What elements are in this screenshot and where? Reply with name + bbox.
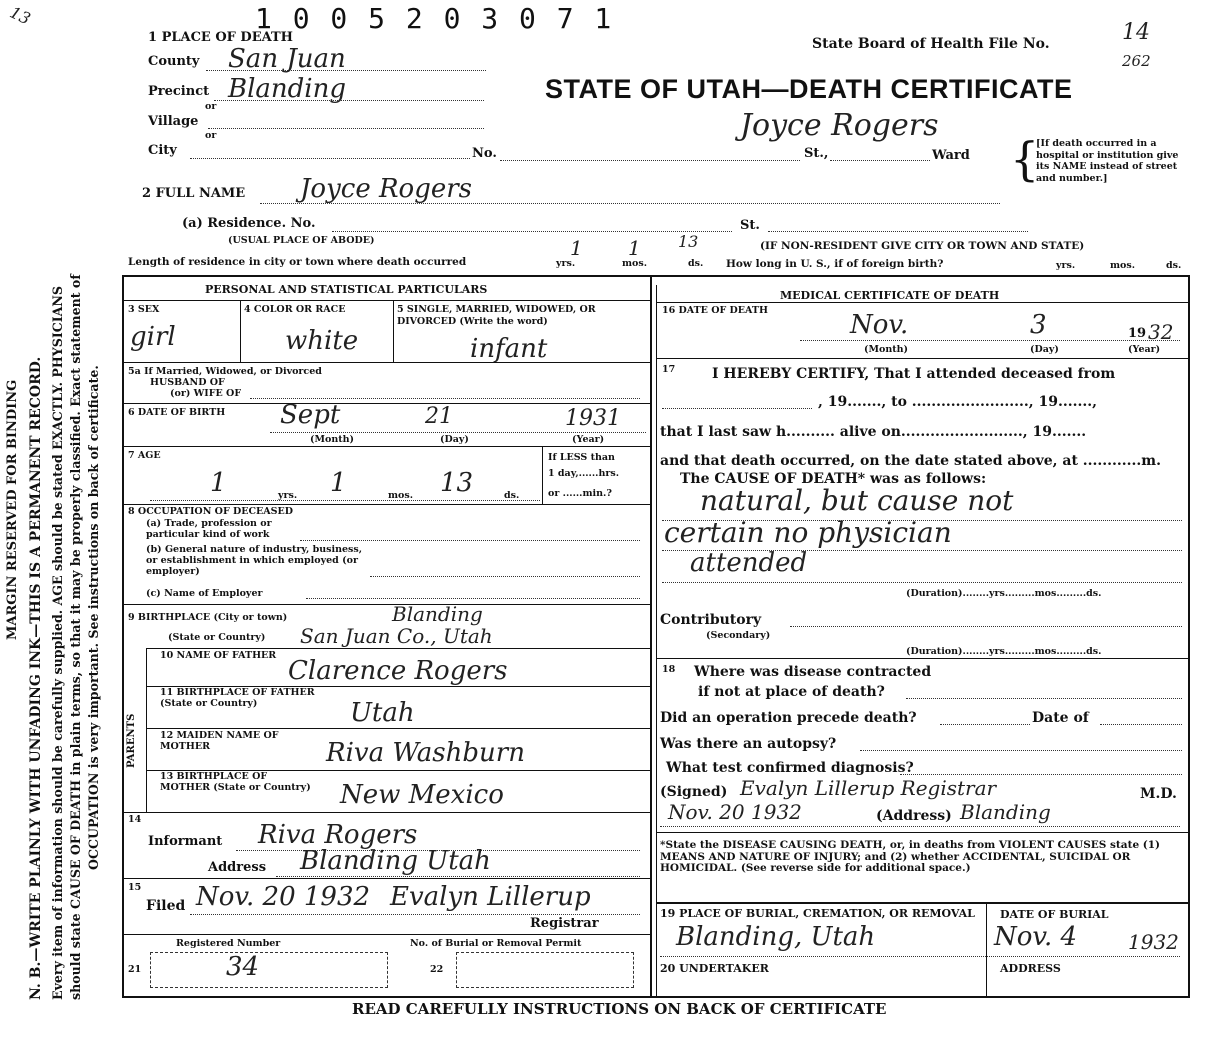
diagnosis-test-question: What test confirmed diagnosis? <box>666 760 914 776</box>
item-14: 14 <box>128 814 142 825</box>
birth-month-caption: (Month) <box>310 434 355 445</box>
foreign-birth-label: How long in U. S., if of foreign birth? <box>726 258 944 270</box>
county-value: San Juan <box>228 44 346 74</box>
death-year: 32 <box>1148 320 1174 344</box>
footer-instructions: READ CAREFULLY INSTRUCTIONS ON BACK OF CERTIFICATE <box>352 1000 887 1018</box>
birthplace-state-label: (State or Country) <box>168 632 266 643</box>
foreign-months-label: mos. <box>1110 260 1136 271</box>
city-label: City <box>148 143 177 158</box>
signed-date: Nov. 20 1932 <box>668 800 802 824</box>
death-year-caption: (Year) <box>1128 344 1161 355</box>
registrar-label: Registrar <box>530 916 599 931</box>
hospital-brace: { <box>1010 132 1040 186</box>
residence-years-label: yrs. <box>556 258 576 269</box>
residence-months-label: mos. <box>622 258 648 269</box>
cause-line-3: attended <box>690 548 808 578</box>
filed-label: Filed <box>146 898 186 914</box>
ward-label: Ward <box>932 148 970 163</box>
margin-line-4: OCCUPATION is very important. See instructions on back of certificate. <box>86 365 101 870</box>
age-months: 1 <box>330 468 347 498</box>
birth-month: Sept <box>280 400 341 430</box>
serial-number: 1 0 0 5 2 0 3 0 7 1 <box>255 2 614 35</box>
informant-address-label: Address <box>208 860 267 875</box>
file-number-label: State Board of Health File No. <box>812 36 1050 52</box>
father-birthplace: Utah <box>350 698 415 728</box>
cause-label: The CAUSE OF DEATH* was as follows: <box>680 471 987 487</box>
color-label: 4 COLOR OR RACE <box>244 304 346 315</box>
mother-birthplace-label: 13 BIRTHPLACE OF MOTHER (State or Country) <box>160 771 311 793</box>
margin-line-3: should state CAUSE OF DEATH in plain terms, so that it may be properly classified. Exact statement of <box>68 274 83 1000</box>
signer-address-label: (Address) <box>876 808 952 824</box>
death-year-prefix: 19 <box>1128 326 1147 341</box>
mother-name-label: 12 MAIDEN NAME OF MOTHER <box>160 730 279 752</box>
spouse-label-1: 5a If Married, Widowed, or Divorced <box>128 366 322 377</box>
sex-value: girl <box>130 322 176 352</box>
item-17: 17 <box>662 364 676 375</box>
age-years: 1 <box>210 468 227 498</box>
disease-contracted-q2: if not at place of death? <box>698 684 885 700</box>
village-label: Village <box>148 114 199 129</box>
residence-days: 13 <box>678 232 699 251</box>
birth-year-caption: (Year) <box>572 434 605 445</box>
residence-days-label: ds. <box>688 258 704 269</box>
precinct-value: Blanding <box>228 74 347 104</box>
certify-text: I HEREBY CERTIFY, That I attended deceased from <box>712 366 1116 382</box>
birthplace-city: Blanding <box>392 602 483 626</box>
father-name-label: 10 NAME OF FATHER <box>160 650 277 661</box>
contributory-duration: (Duration)........yrs.........mos.........ds. <box>906 646 1102 657</box>
signature-value: Evalyn Lillerup Registrar <box>740 776 997 800</box>
age-days: 13 <box>440 468 474 498</box>
attended-range: , 19......., to ........................, 19......., <box>818 394 1097 410</box>
last-saw-text: that I last saw h.......... alive on........................., 19....... <box>660 424 1087 440</box>
death-day-caption: (Day) <box>1030 344 1059 355</box>
death-date-label: 16 DATE OF DEATH <box>662 305 768 316</box>
cause-line-1: natural, but cause not <box>700 484 1014 517</box>
mother-birthplace: New Mexico <box>340 780 504 810</box>
autopsy-question: Was there an autopsy? <box>660 736 837 752</box>
father-birthplace-label: 11 BIRTHPLACE OF FATHER (State or Country) <box>160 687 315 709</box>
age-months-caption: mos. <box>388 490 414 501</box>
informant-label: Informant <box>148 834 223 849</box>
registered-number-box <box>150 952 388 988</box>
full-name-value: Joyce Rogers <box>300 174 473 204</box>
burial-year: 1932 <box>1128 930 1179 954</box>
hospital-note: [If death occurred in a hospital or institution give its NAME instead of street and number.] <box>1036 138 1179 184</box>
birthplace-label: 9 BIRTHPLACE (City or town) <box>128 612 288 623</box>
residence-street-label: St. <box>740 218 760 233</box>
spouse-label-2: HUSBAND OF <box>150 377 225 388</box>
item-15: 15 <box>128 882 142 893</box>
death-month-caption: (Month) <box>864 344 909 355</box>
residence-years: 1 <box>570 236 583 260</box>
burial-permit-box <box>456 952 634 988</box>
cause-line-2: certain no physician <box>664 516 952 549</box>
signed-label: (Signed) <box>660 784 728 800</box>
contributory-label: Contributory <box>660 612 762 628</box>
burial-place-label: 19 PLACE OF BURIAL, CREMATION, OR REMOVAL <box>660 907 975 920</box>
secondary-label: (Secondary) <box>706 630 771 641</box>
item-22: 22 <box>430 964 444 975</box>
employer-label: (c) Name of Employer <box>146 588 263 599</box>
undertaker-address-label: ADDRESS <box>1000 962 1061 975</box>
place-of-death-label: 1 PLACE OF DEATH <box>148 30 293 45</box>
occupation-trade-label: (a) Trade, profession or particular kind of work <box>146 518 272 540</box>
birth-date-label: 6 DATE OF BIRTH <box>128 407 226 418</box>
parents-label: PARENTS <box>126 713 137 768</box>
less-than-label-3: or ......min.? <box>548 488 612 499</box>
item-18: 18 <box>662 664 676 675</box>
page-mark: 13 <box>6 2 34 29</box>
death-occurred-text: and that death occurred, on the date stated above, at ............m. <box>660 453 1161 469</box>
precinct-label: Precinct <box>148 84 210 99</box>
burial-permit-label: No. of Burial or Removal Permit <box>410 938 582 949</box>
occupation-industry-label: (b) General nature of industry, business, or establishment in which employed (or employer) <box>146 544 363 577</box>
signer-address: Blanding <box>960 800 1051 824</box>
file-number-sub: 262 <box>1122 52 1151 70</box>
sex-label: 3 SEX <box>128 304 160 315</box>
undertaker-label: 20 UNDERTAKER <box>660 962 769 975</box>
mother-name: Riva Washburn <box>326 738 525 768</box>
birthplace-state: San Juan Co., Utah <box>300 624 493 648</box>
margin-line-2: Every item of information should be carefully supplied. AGE should be stated EXACTLY. PHYSICIANS <box>50 285 65 1000</box>
md-label: M.D. <box>1140 786 1177 802</box>
county-label: County <box>148 54 200 69</box>
street-label: St., <box>804 146 829 161</box>
or-label-2: or <box>205 130 217 141</box>
residence-label: (a) Residence. No. <box>182 216 316 231</box>
occupation-label: 8 OCCUPATION OF DECEASED <box>128 506 294 517</box>
birth-year: 1931 <box>565 406 621 431</box>
item-21: 21 <box>128 964 142 975</box>
medical-header: MEDICAL CERTIFICATE OF DEATH <box>780 289 1000 302</box>
operation-question: Did an operation precede death? <box>660 710 917 726</box>
less-than-label-1: If LESS than <box>548 452 615 463</box>
age-days-caption: ds. <box>504 490 520 501</box>
certificate-title: STATE OF UTAH—DEATH CERTIFICATE <box>545 74 1073 104</box>
birth-day: 21 <box>425 404 453 429</box>
full-name-label: 2 FULL NAME <box>142 186 246 201</box>
registrar-signature: Evalyn Lillerup <box>390 882 591 912</box>
personal-header: PERSONAL AND STATISTICAL PARTICULARS <box>205 283 488 296</box>
cause-duration: (Duration)........yrs.........mos.........ds. <box>906 588 1102 599</box>
cause-instructions-note: *State the DISEASE CAUSING DEATH, or, in deaths from VIOLENT CAUSES state (1) MEANS AND NATURE OF INJURY; and (2) whether ACCIDENTAL, SUICIDAL OR HOMICIDAL. (See reverse side for additional space.) <box>660 839 1161 874</box>
registered-number: 34 <box>226 952 260 982</box>
margin-line-1: N. B.—WRITE PLAINLY WITH UNFADING INK—THIS IS A PERMANENT RECORD. <box>28 356 44 1000</box>
marital-label: 5 SINGLE, MARRIED, WIDOWED, OR DIVORCED (Write the word) <box>397 304 596 327</box>
residence-months: 1 <box>628 236 641 260</box>
file-number: 14 <box>1122 20 1150 45</box>
father-name: Clarence Rogers <box>288 656 508 686</box>
abode-label: (USUAL PLACE OF ABODE) <box>228 235 375 246</box>
street-number-label: No. <box>472 146 497 161</box>
handwritten-name: Joyce Rogers <box>740 108 939 143</box>
age-label: 7 AGE <box>128 450 161 461</box>
less-than-label-2: 1 day,......hrs. <box>548 468 620 479</box>
burial-date-label: DATE OF BURIAL <box>1000 908 1109 921</box>
operation-date-label: Date of <box>1032 710 1089 726</box>
age-years-caption: yrs. <box>278 490 298 501</box>
spouse-label-3: (or) WIFE OF <box>170 388 242 399</box>
non-resident-note: (IF NON-RESIDENT GIVE CITY OR TOWN AND STATE) <box>760 240 1085 252</box>
or-label-1: or <box>205 101 217 112</box>
marital-value: infant <box>470 334 548 364</box>
residence-length-label: Length of residence in city or town where death occurred <box>128 256 467 268</box>
registered-number-label: Registered Number <box>176 938 281 949</box>
disease-contracted-q1: Where was disease contracted <box>694 664 932 680</box>
filed-date: Nov. 20 1932 <box>196 882 371 912</box>
burial-date: Nov. 4 <box>994 922 1078 952</box>
birth-day-caption: (Day) <box>440 434 469 445</box>
death-month: Nov. <box>850 310 909 340</box>
informant-value: Riva Rogers <box>258 820 418 850</box>
informant-address: Blanding Utah <box>300 846 491 876</box>
color-value: white <box>285 326 359 356</box>
foreign-days-label: ds. <box>1166 260 1182 271</box>
binding-margin-note: MARGIN RESERVED FOR BINDING <box>5 379 20 640</box>
foreign-years-label: yrs. <box>1056 260 1076 271</box>
burial-place: Blanding, Utah <box>676 922 876 952</box>
death-day: 3 <box>1030 310 1047 340</box>
